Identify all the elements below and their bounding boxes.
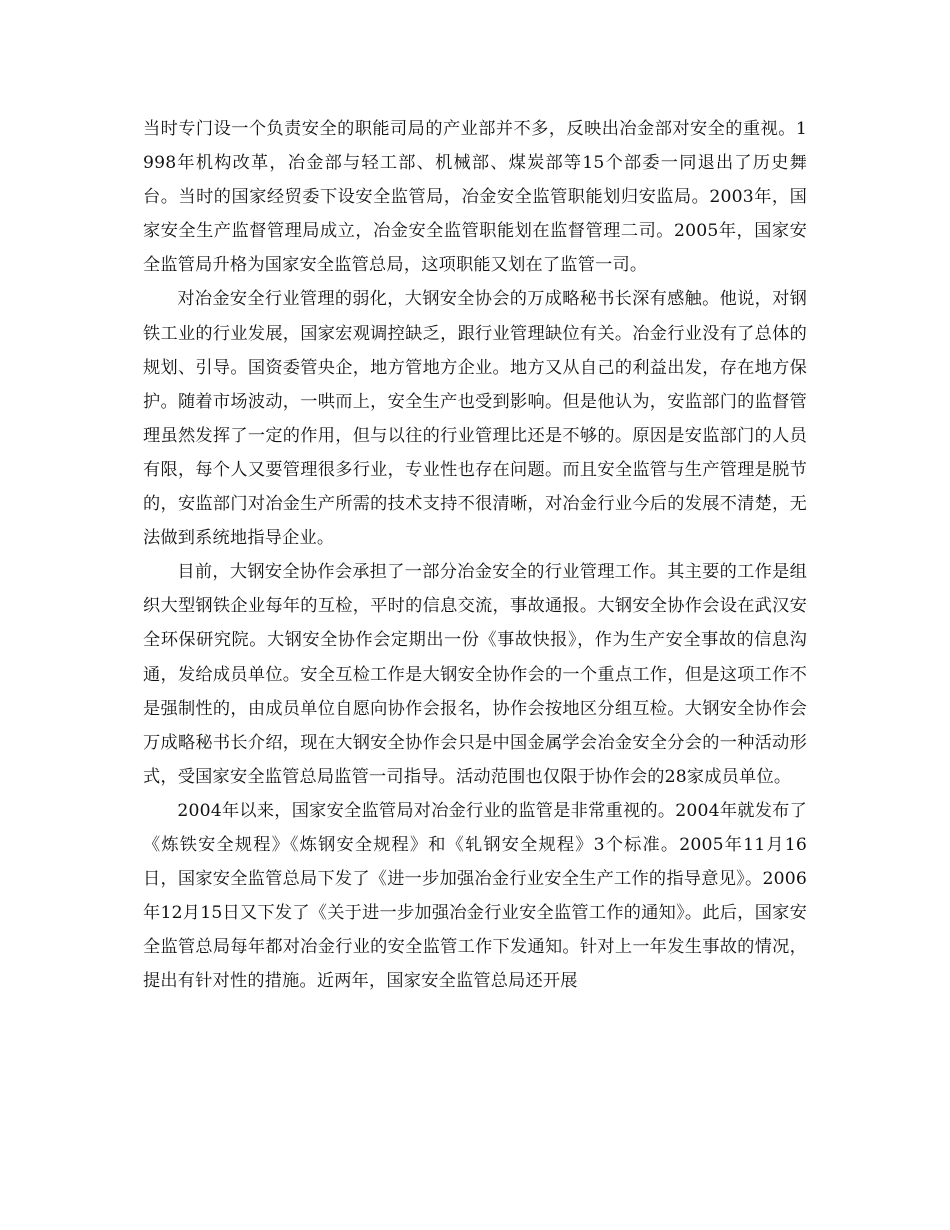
paragraph-2: 对冶金安全行业管理的弱化，大钢安全协会的万成略秘书长深有感触。他说，对钢铁工业的行业发展，国家宏观调控缺乏，跟行业管理缺位有关。冶金行业没有了总体的规划、引导。国资委管央企，地方管地方企业。地方又从自己的利益出发，存在地方保护。随着市场波动，一哄而上，安全生产也受到影响。但是他认为，安监部门的监督管理虽然发挥了一定的作用，但与以往的行业管理比还是不够的。原因是安监部门的人员有限，每个人又要管理很多行业，专业性也存在问题。而且安全监管与生产管理是脱节的，安监部门对冶金生产所需的技术支持不很清晰，对冶金行业今后的发展不清楚，无法做到系统地指导企业。 — [143, 289, 807, 549]
paragraph-4: 2004年以来，国家安全监管局对冶金行业的监管是非常重视的。2004年就发布了《炼铁安全规程》《炼钢安全规程》和《轧钢安全规程》3个标准。2005年11月16日，国家安全监管总局下发了《进一步加强冶金行业安全生产工作的指导意见》。2006年12月15日又下发了《关于进一步加强冶金行业安全监管工作的通知》。此后，国家安全监管总局每年都对冶金行业的安全监管工作下发通知。针对上一年发生事故的情况，提出有针对性的措施。近两年，国家安全监管总局还开展 — [143, 800, 807, 992]
paragraph-3: 目前，大钢安全协作会承担了一部分冶金安全的行业管理工作。其主要的工作是组织大型钢铁企业每年的互检，平时的信息交流，事故通报。大钢安全协作会设在武汉安全环保研究院。大钢安全协作会定期出一份《事故快报》，作为生产安全事故的信息沟通，发给成员单位。安全互检工作是大钢安全协作会的一个重点工作，但是这项工作不是强制性的，由成员单位自愿向协作会报名，协作会按地区分组互检。大钢安全协作会万成略秘书长介绍，现在大钢安全协作会只是中国金属学会冶金安全分会的一种活动形式，受国家安全监管总局监管一司指导。活动范围也仅限于协作会的28家成员单位。 — [143, 562, 807, 787]
paragraph-1: 当时专门设一个负责安全的职能司局的产业部并不多，反映出冶金部对安全的重视。1998年机构改革，冶金部与轻工部、机械部、煤炭部等15个部委一同退出了历史舞台。当时的国家经贸委下设安全监管局，冶金安全监管职能划归安监局。2003年，国家安全生产监督管理局成立，冶金安全监管职能划在监督管理二司。2005年，国家安全监管局升格为国家安全监管总局，这项职能又划在了监管一司。 — [143, 119, 807, 276]
document-page — [143, 112, 807, 998]
